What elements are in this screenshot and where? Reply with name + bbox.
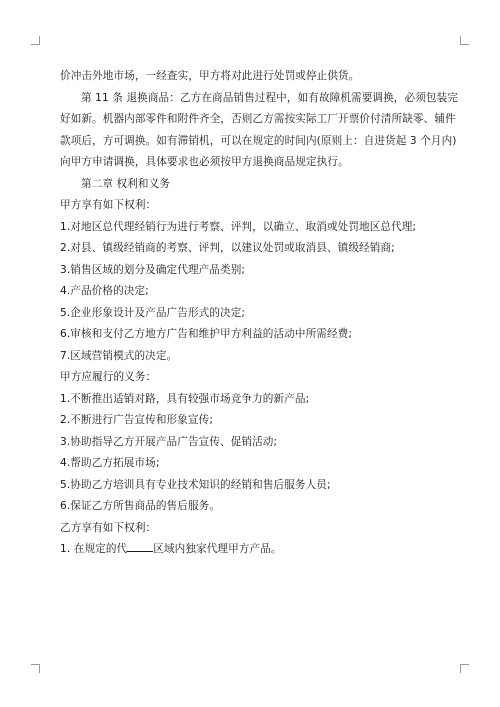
list-item: 2.不断进行广告宣传和形象宣传; xyxy=(60,414,213,426)
text-line: 向甲方申请调换，具体要求也必须按甲方退换商品规定执行。 xyxy=(60,156,349,168)
crop-mark-bottom-right xyxy=(460,664,469,673)
fill-in-blank xyxy=(127,541,153,552)
list-item: 5.企业形象设计及产品广告形式的决定; xyxy=(60,306,246,319)
list-item: 6.审核和支付乙方地方广告和维护甲方利益的活动中所需经费; xyxy=(60,328,353,340)
list-item-with-blank xyxy=(60,539,444,561)
list-item: 1.对地区总代理经销行为进行考察、评判，以确立、取消或处罚地区总代理; xyxy=(60,220,417,233)
crop-mark-top-left xyxy=(31,36,40,45)
list-item: 6.保证乙方所售商品的售后服务。 xyxy=(60,500,221,512)
chapter-heading: 第二章 权利和义务 xyxy=(81,177,171,190)
text-line: 价冲击外地市场，一经查实，甲方将对此进行处罚或停止供货。 xyxy=(60,70,360,82)
crop-mark-top-right xyxy=(460,36,469,45)
section-heading-party-a-obligations: 甲方应履行的义务： xyxy=(60,371,157,383)
list-item: 4.产品价格的决定; xyxy=(60,285,149,297)
document-body xyxy=(60,66,458,561)
list-item: 3.销售区域的划分及确定代理产品类别; xyxy=(60,263,246,276)
text-line: 款项后，方可调换。如有滞销机，可以在规定的时间内(原则上：自进货起 3 个月内) xyxy=(60,134,457,147)
section-heading-party-a-rights: 甲方享有如下权利： xyxy=(60,199,157,211)
article-11-heading-line: 第 11 条 退换商品：乙方在商品销售过程中，如有故障机需要调换，必须包装完 xyxy=(81,91,458,104)
list-item-text-before: 1. 在规定的代 xyxy=(60,543,128,555)
list-item: 5.协助乙方培训具有专业技术知识的经销和售后服务人员; xyxy=(60,478,331,491)
list-item-text-after: 区域内独家代理甲方产品。 xyxy=(153,543,282,555)
section-heading-party-b-rights: 乙方享有如下权利： xyxy=(60,521,157,534)
crop-mark-bottom-left xyxy=(31,664,40,673)
list-item: 3.协助指导乙方开展产品广告宣传、促销活动; xyxy=(60,435,278,448)
list-item: 1.不断推出适销对路，具有较强市场竞争力的新产品; xyxy=(60,392,310,405)
list-item: 4.帮助乙方拓展市场; xyxy=(60,457,160,469)
list-item: 2.对县、镇级经销商的考察、评判，以建议处罚或取消县、镇级经销商; xyxy=(60,242,395,254)
text-line: 好如新。机器内部零件和附件齐全，否则乙方需按实际工厂开票价付清所缺零、辅件 xyxy=(60,113,456,125)
list-item: 7.区域营销模式的决定。 xyxy=(60,349,178,362)
